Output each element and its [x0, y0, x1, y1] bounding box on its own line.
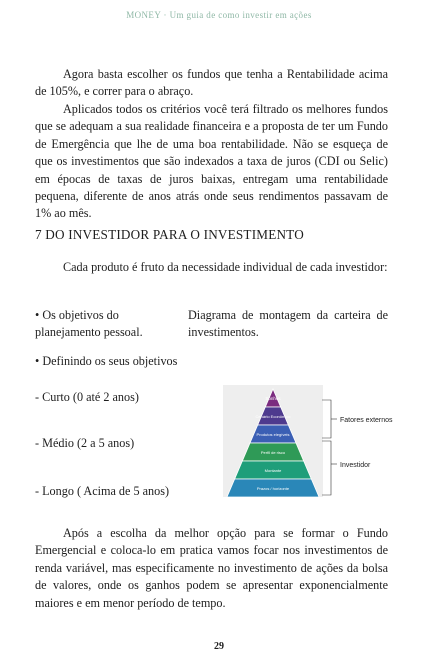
bullet-objectives-line2: planejamento pessoal. — [35, 325, 143, 339]
paragraph-fund-selection — [35, 66, 388, 101]
pyramid-level-label-3: Produtos elegíveis — [256, 432, 290, 437]
external-factors-label: Fatores externos — [340, 417, 393, 424]
investor-bracket — [322, 441, 331, 495]
external-factors-bracket — [322, 400, 331, 438]
closing-paragraph-text: Após a escolha da melhor opção para se formar o Fundo Emergencial e coloca-lo em pratica vamos focar nos investimentos de renda variável, mas especificamente no investimento de ações da bolsa de valores, onde os ganhos podem se apresentar exponencialmente maiores e em menor período de tempo. — [35, 526, 388, 610]
term-medium: - Médio (2 a 5 anos) — [35, 436, 135, 450]
running-header: MONEY · Um guia de como investir em ações — [126, 10, 312, 20]
pyramid-level-label-5: Montante — [264, 468, 282, 473]
pyramid-level-label-6: Prazos / horizonte — [256, 486, 290, 491]
pyramid-level-label-1: Sonhos — [265, 396, 281, 401]
term-long: - Longo ( Acima de 5 anos) — [35, 484, 170, 498]
paragraph-criteria-text: Aplicados todos os critérios você terá filtrado os melhores fundos que se adequam a sua realidade financeira e a proposta de ter um Fundo de Emergência que lhe de uma boa rentabilidade. Não se esqueça de que os investimentos que são indexados a taxa de juros (CDI ou Selic) em épocas de taxas de juros baixas, entregam uma rentabilidade pequena, diferente de anos atrás onde seus rendimentos passavam de 1% ao mês. — [35, 102, 388, 221]
intro-sentence-text: Cada produto é fruto da necessidade individual de cada investidor: — [63, 260, 388, 274]
closing-paragraph — [35, 525, 388, 612]
investor-label: Investidor — [340, 462, 371, 469]
diagram-caption: Diagrama de montagem da carteira de investimentos. — [188, 308, 388, 340]
investment-pyramid-diagram — [223, 385, 413, 500]
pyramid-level-label-4: Perfil de risco — [260, 450, 286, 455]
bullet-defining-objectives: • Definindo os seus objetivos — [35, 354, 178, 368]
paragraph-fund-selection-text: Agora basta escolher os fundos que tenha a Rentabilidade acima de 105%, e correr para o abraço. — [35, 67, 388, 99]
section-heading: 7 DO INVESTIDOR PARA O INVESTIMENTO — [35, 227, 304, 242]
paragraph-criteria — [35, 101, 388, 223]
term-short: - Curto (0 até 2 anos) — [35, 390, 139, 404]
page-number: 29 — [214, 641, 224, 652]
bullet-objectives-line1: • Os objetivos do — [35, 308, 119, 322]
intro-sentence — [35, 259, 388, 276]
pyramid-level-label-2: Cenário Econômico — [255, 414, 291, 419]
